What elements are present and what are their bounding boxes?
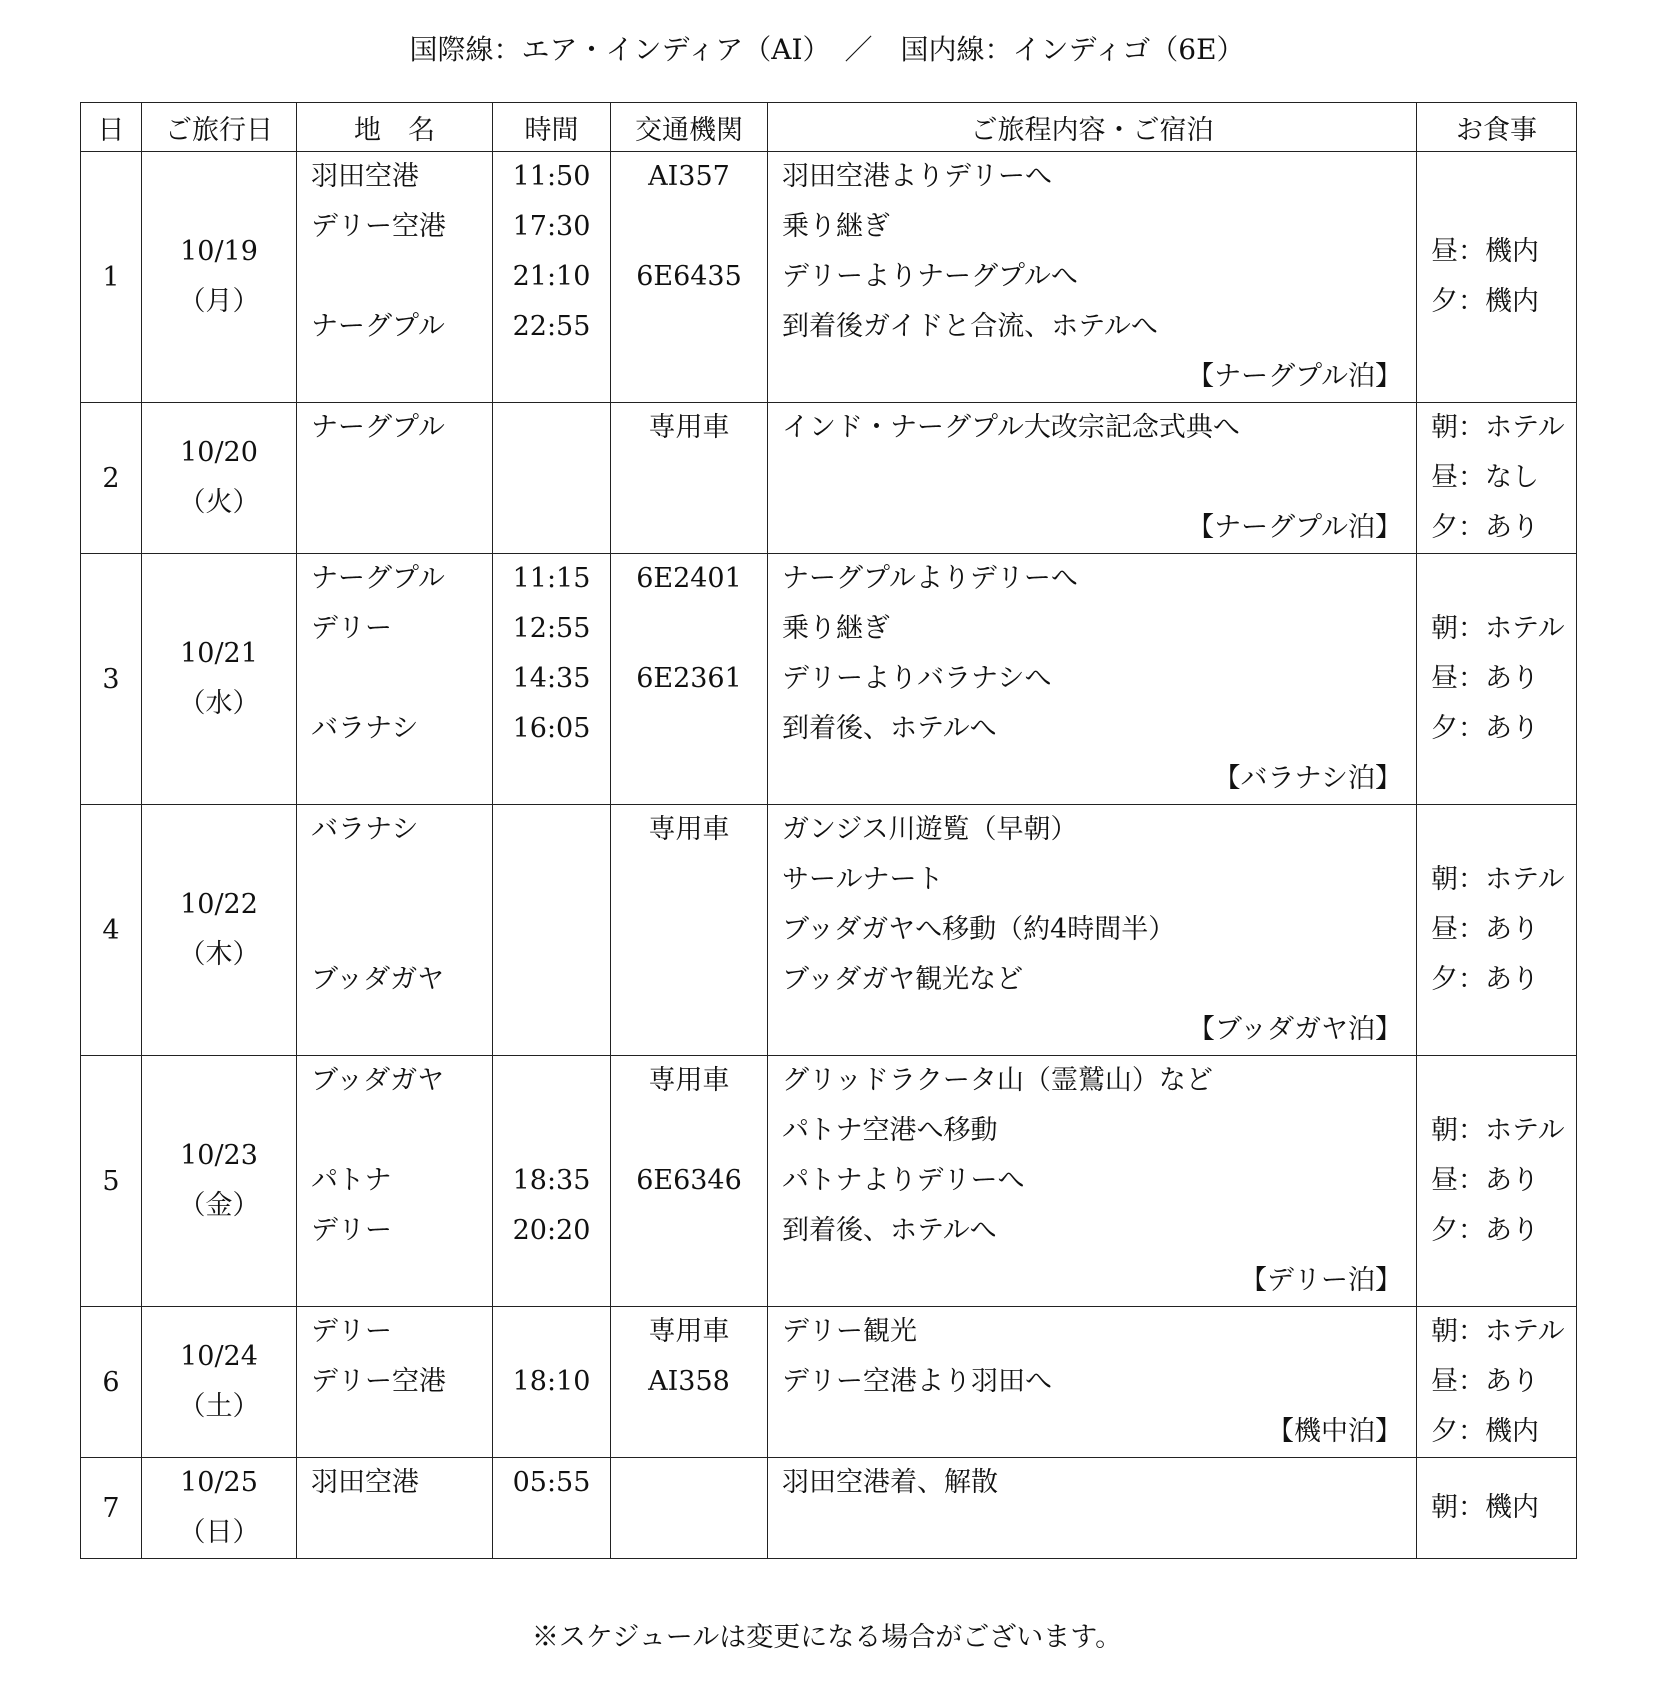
place-name: ナーグプル (311, 311, 445, 342)
time-cell (493, 805, 611, 1056)
itinerary-text: ナーグプルよりデリーへ (782, 563, 1078, 594)
place-name (311, 252, 492, 302)
overnight-stay: 【デリー泊】 (1240, 1265, 1402, 1296)
travel-date (142, 1458, 297, 1559)
transport-cell (611, 805, 768, 1056)
travel-date (142, 1307, 297, 1458)
meal-entry: 夕：あり (1431, 512, 1539, 543)
transport-value: 6E2401 (636, 563, 742, 594)
itinerary-text: ガンジス川遊覧（早朝） (782, 814, 1078, 845)
time-cell (493, 554, 611, 805)
time-value: 18:10 (512, 1366, 591, 1397)
meal-entry: 夕：機内 (1431, 286, 1539, 317)
transport-cell (611, 152, 768, 403)
itinerary-text: パトナ空港へ移動 (782, 1115, 998, 1146)
weekday: （土） (178, 1391, 260, 1422)
overnight-stay: 【ナーグプル泊】 (1187, 361, 1402, 392)
time-value (493, 403, 610, 453)
transport-value: AI358 (648, 1366, 730, 1397)
transport-value: 6E2361 (636, 663, 742, 694)
day-row (81, 805, 1577, 1056)
time-value: 22:55 (512, 311, 591, 342)
itinerary-text: サールナート (782, 864, 944, 895)
place-name: ブッダガヤ (311, 1065, 445, 1096)
transport-cell (611, 1056, 768, 1307)
place-name (311, 453, 492, 503)
place-cell (297, 554, 493, 805)
transport-cell (611, 1307, 768, 1458)
place-cell (297, 403, 493, 554)
itinerary-text: デリーよりナーグプルへ (782, 261, 1078, 292)
time-value: 16:05 (512, 713, 591, 744)
place-cell (297, 1458, 493, 1559)
place-name: バラナシ (311, 814, 419, 845)
transport-value (611, 604, 767, 654)
itinerary-text (782, 453, 1416, 503)
transport-value (611, 905, 767, 955)
itinerary-text: デリー観光 (782, 1316, 917, 1347)
col-header-date: ご旅行日 (142, 103, 297, 152)
meal-entry: 朝：ホテル (1431, 1115, 1565, 1146)
place-name: ナーグプル (311, 412, 445, 443)
transport-value: 専用車 (648, 412, 730, 443)
day-number: 6 (81, 1307, 142, 1458)
place-name: デリー空港 (311, 211, 446, 242)
place-name: パトナ (311, 1165, 392, 1196)
place-name (311, 855, 492, 905)
itinerary-cell (768, 1307, 1417, 1458)
place-name: デリー (311, 613, 392, 644)
itinerary-text: パトナよりデリーへ (782, 1165, 1025, 1196)
meal-entry: 夕：あり (1431, 964, 1539, 995)
transport-value: 6E6346 (636, 1165, 742, 1196)
col-header-time: 時間 (493, 103, 611, 152)
meals-cell (1417, 152, 1577, 403)
meal-entry: 昼：機内 (1431, 236, 1539, 267)
time-cell (493, 1056, 611, 1307)
itinerary-text: 羽田空港着、解散 (782, 1467, 998, 1498)
place-name: デリー (311, 1215, 392, 1246)
day-number: 3 (81, 554, 142, 805)
travel-date (142, 805, 297, 1056)
time-value: 20:20 (512, 1215, 591, 1246)
time-value (493, 905, 610, 955)
meal-entry: 夕：あり (1431, 713, 1539, 744)
travel-date (142, 403, 297, 554)
date-value: 10/23 (180, 1140, 258, 1171)
itinerary-text: グリッドラクータ山（霊鷲山）など (782, 1065, 1213, 1096)
itinerary-header: 国際線：エア・インディア（AI） ／ 国内線：インディゴ（6E） (409, 33, 1245, 66)
time-value: 11:50 (512, 161, 591, 192)
meals-cell (1417, 1458, 1577, 1559)
place-cell (297, 805, 493, 1056)
meals-cell (1417, 805, 1577, 1056)
col-header-place: 地 名 (297, 103, 493, 152)
transport-value: 専用車 (648, 1065, 730, 1096)
col-header-meals: お食事 (1417, 103, 1577, 152)
day-row (81, 1056, 1577, 1307)
date-value: 10/24 (180, 1341, 258, 1372)
itinerary-cell (768, 403, 1417, 554)
weekday: （月） (178, 286, 260, 317)
time-value: 12:55 (512, 613, 591, 644)
transport-value: 専用車 (648, 814, 730, 845)
meal-entry: 昼：あり (1431, 914, 1539, 945)
overnight-stay: 【機中泊】 (1267, 1416, 1402, 1447)
itinerary-table (80, 102, 1577, 1559)
time-cell (493, 152, 611, 403)
weekday: （火） (178, 487, 260, 518)
time-value (493, 1056, 610, 1106)
place-name: 羽田空港 (311, 161, 419, 192)
place-cell (297, 152, 493, 403)
transport-cell (611, 554, 768, 805)
weekday: （日） (178, 1517, 260, 1548)
itinerary-cell (768, 1056, 1417, 1307)
place-name: ブッダガヤ (311, 964, 445, 995)
itinerary-text: 到着後、ホテルへ (782, 1215, 997, 1246)
transport-value (611, 855, 767, 905)
itinerary-text: 到着後、ホテルへ (782, 713, 997, 744)
place-name (311, 1106, 492, 1156)
transport-value: AI357 (648, 161, 730, 192)
itinerary-text: ブッダガヤ観光など (782, 964, 1024, 995)
meal-entry: 昼：あり (1431, 1165, 1539, 1196)
place-name (311, 654, 492, 704)
time-value: 14:35 (512, 663, 591, 694)
itinerary-cell (768, 554, 1417, 805)
itinerary-text: 到着後ガイドと合流、ホテルへ (782, 311, 1158, 342)
itinerary-text: デリーよりバラナシへ (782, 663, 1052, 694)
transport-value (611, 302, 767, 352)
transport-value (611, 1458, 767, 1508)
meals-cell (1417, 554, 1577, 805)
weekday: （金） (178, 1190, 260, 1221)
time-value (493, 453, 610, 503)
meal-entry: 昼：あり (1431, 663, 1539, 694)
day-number: 7 (81, 1458, 142, 1559)
itinerary-text: インド・ナーグプル大改宗記念式典へ (782, 412, 1240, 443)
itinerary-text: 羽田空港よりデリーへ (782, 161, 1052, 192)
meals-cell (1417, 403, 1577, 554)
weekday: （水） (178, 688, 260, 719)
transport-value (611, 955, 767, 1005)
place-name: デリー (311, 1316, 392, 1347)
day-row (81, 403, 1577, 554)
itinerary-text: ブッダガヤへ移動（約4時間半） (782, 914, 1176, 945)
date-value: 10/25 (180, 1467, 258, 1498)
day-number: 4 (81, 805, 142, 1056)
schedule-note: ※スケジュールは変更になる場合がございます。 (531, 1622, 1123, 1653)
place-name (311, 905, 492, 955)
transport-value: 6E6435 (636, 261, 742, 292)
transport-value: 専用車 (648, 1316, 730, 1347)
transport-cell (611, 403, 768, 554)
place-name: 羽田空港 (311, 1467, 419, 1498)
transport-value (611, 1206, 767, 1256)
day-number: 5 (81, 1056, 142, 1307)
col-header-day: 日 (81, 103, 142, 152)
time-value (493, 855, 610, 905)
meal-entry: 夕：あり (1431, 1215, 1539, 1246)
time-value (493, 955, 610, 1005)
time-cell (493, 403, 611, 554)
meal-entry: 朝：ホテル (1431, 1316, 1565, 1347)
col-header-itinerary: ご旅程内容・ご宿泊 (768, 103, 1417, 152)
transport-value (611, 202, 767, 252)
transport-value (611, 1106, 767, 1156)
day-row (81, 152, 1577, 403)
date-value: 10/22 (180, 889, 258, 920)
time-value: 05:55 (512, 1467, 591, 1498)
place-cell (297, 1307, 493, 1458)
date-value: 10/19 (180, 236, 258, 267)
time-cell (493, 1307, 611, 1458)
day-number: 1 (81, 152, 142, 403)
travel-date (142, 152, 297, 403)
itinerary-cell (768, 805, 1417, 1056)
place-name: デリー空港 (311, 1366, 446, 1397)
time-value (493, 1106, 610, 1156)
transport-cell (611, 1458, 768, 1559)
transport-value (611, 704, 767, 754)
day-row (81, 554, 1577, 805)
itinerary-cell (768, 1458, 1417, 1559)
day-row (81, 1307, 1577, 1458)
table-header-row (81, 103, 1577, 152)
date-value: 10/21 (180, 638, 258, 669)
col-header-transport: 交通機関 (611, 103, 768, 152)
overnight-stay: 【バラナシ泊】 (1213, 763, 1402, 794)
time-value: 17:30 (512, 211, 591, 242)
meal-entry: 夕：機内 (1431, 1416, 1539, 1447)
meals-cell (1417, 1307, 1577, 1458)
place-name: ナーグプル (311, 563, 445, 594)
meal-entry: 朝：機内 (1431, 1492, 1539, 1523)
meal-entry: 昼：あり (1431, 1366, 1539, 1397)
transport-value (611, 453, 767, 503)
itinerary-text: 乗り継ぎ (782, 613, 890, 644)
meal-entry: 朝：ホテル (1431, 613, 1565, 644)
day-row (81, 1458, 1577, 1559)
meal-entry: 朝：ホテル (1431, 864, 1565, 895)
time-value: 21:10 (512, 261, 591, 292)
itinerary-cell (768, 152, 1417, 403)
date-value: 10/20 (180, 437, 258, 468)
meals-cell (1417, 1056, 1577, 1307)
time-value (493, 1307, 610, 1357)
time-value (493, 805, 610, 855)
weekday: （木） (178, 939, 260, 970)
time-value: 18:35 (512, 1165, 591, 1196)
overnight-stay: 【ナーグプル泊】 (1187, 512, 1402, 543)
itinerary-body (81, 152, 1577, 1559)
itinerary-text: 乗り継ぎ (782, 211, 890, 242)
overnight-stay: 【ブッダガヤ泊】 (1187, 1014, 1402, 1045)
meal-entry: 昼：なし (1431, 462, 1539, 493)
travel-date (142, 554, 297, 805)
time-value: 11:15 (512, 563, 591, 594)
meal-entry: 朝：ホテル (1431, 412, 1565, 443)
place-cell (297, 1056, 493, 1307)
place-name: バラナシ (311, 713, 419, 744)
time-cell (493, 1458, 611, 1559)
day-number: 2 (81, 403, 142, 554)
travel-date (142, 1056, 297, 1307)
itinerary-text: デリー空港より羽田へ (782, 1366, 1052, 1397)
